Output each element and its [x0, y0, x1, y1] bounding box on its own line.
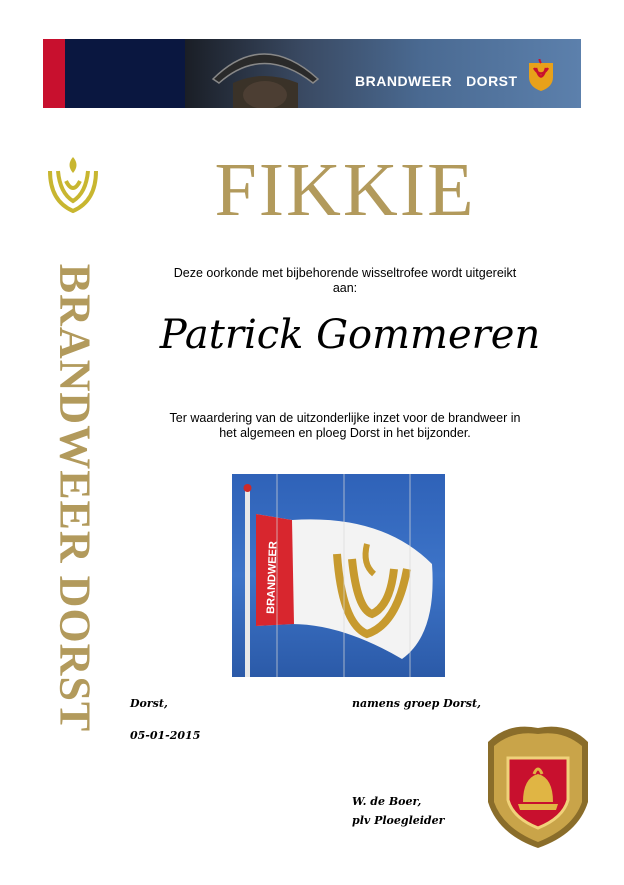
- firefighter-helmet-icon: [193, 39, 333, 108]
- certificate-title: FIKKIE: [214, 148, 476, 232]
- intro-text: [150, 266, 540, 296]
- vertical-text: BRANDWEER DORST: [50, 263, 100, 732]
- flag-photo: [232, 474, 445, 677]
- signer-role: plv Ploegleider: [352, 814, 445, 827]
- brandweer-emblem-icon: [46, 153, 100, 215]
- flag-text: BRANDWEER: [265, 540, 280, 615]
- signature-date: 05-01-2015: [130, 729, 201, 742]
- banner-place: DORST: [466, 73, 518, 89]
- vertical-brand-text: [50, 250, 100, 745]
- header-banner: [43, 39, 581, 108]
- recipient-name: Patrick Gommeren: [159, 312, 541, 358]
- intro-line-1: Deze oorkonde met bijbehorende wisseltrofee wordt uitgereikt: [173, 266, 517, 280]
- flag-illustration: [232, 474, 445, 677]
- signer-name: W. de Boer,: [352, 795, 422, 808]
- banner-red-stripe: [43, 39, 65, 108]
- reason-line-2: het algemeen en ploeg Dorst in het bijzonder.: [219, 426, 471, 440]
- reason-text: [150, 411, 540, 441]
- banner-brand: BRANDWEER: [355, 73, 453, 89]
- brandweer-logo-icon: [526, 59, 556, 93]
- banner-navy-block: [65, 39, 185, 108]
- fire-department-crest-icon: [478, 722, 598, 850]
- signature-place: Dorst,: [130, 697, 168, 710]
- intro-line-2: aan:: [332, 281, 358, 295]
- reason-line-1: Ter waardering van de uitzonderlijke inzet voor de brandweer in: [169, 411, 521, 425]
- signature-on-behalf: namens groep Dorst,: [352, 697, 481, 710]
- banner-brand-text: [355, 73, 532, 89]
